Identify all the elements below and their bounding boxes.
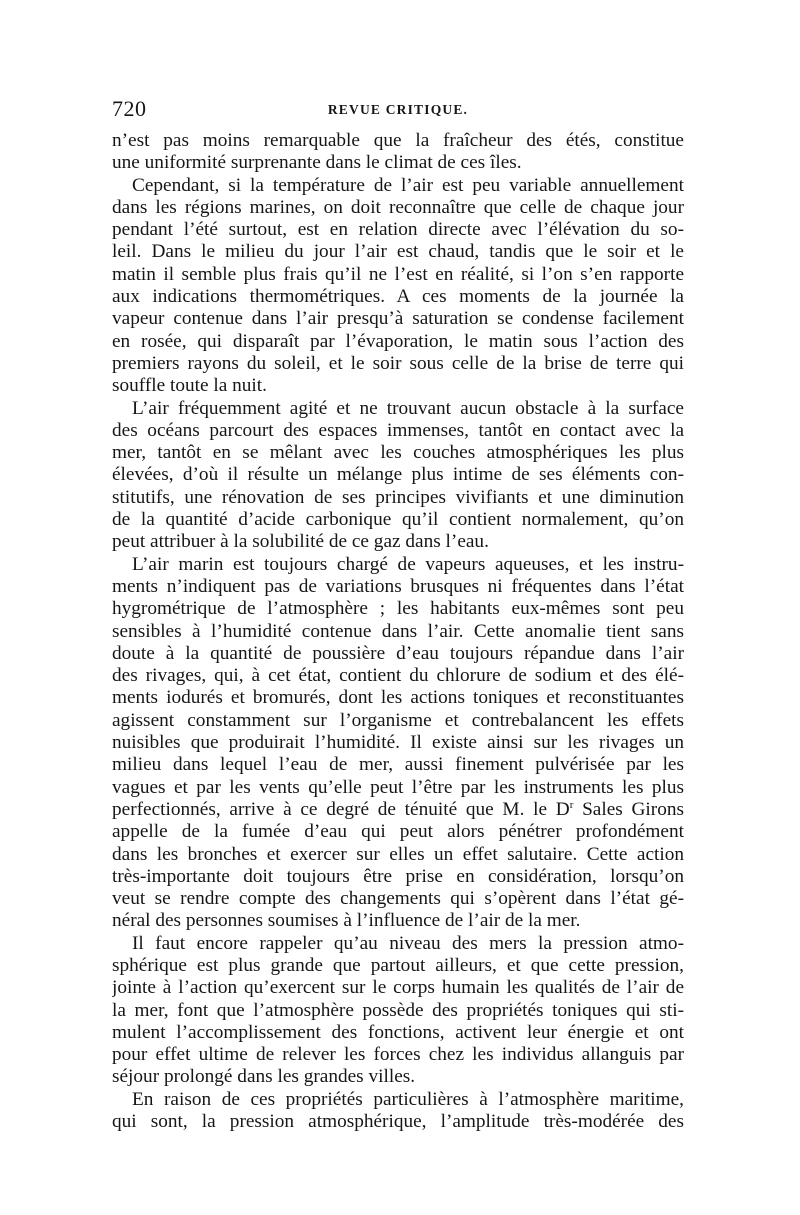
text-line: En raison de ces propriétés particulières à l’atmosphère maritime, — [132, 1088, 684, 1110]
text-line: qui sont, la pression atmosphérique, l’amplitude très-modérée des — [112, 1111, 684, 1133]
text-line: souffle toute la nuit. — [112, 375, 267, 397]
text-line: peut attribuer à la solubilité de ce gaz dans l’eau. — [112, 531, 489, 553]
text-line: matin il semble plus frais qu’il ne l’est en réalité, si l’on s’en rapporte — [112, 263, 684, 285]
text-line: une uniformité surprenante dans le climat de ces îles. — [112, 152, 522, 174]
text-line: Cependant, si la température de l’air est peu variable annuellement — [132, 174, 684, 196]
text-line: agissent constamment sur l’organisme et contrebalancent les effets — [112, 709, 684, 731]
text-line: en rosée, qui disparaît par l’évaporation, le matin sous l’action des — [112, 330, 684, 352]
text-line: élevées, d’où il résulte un mélange plus intime de ses éléments con- — [112, 464, 684, 486]
text-line: jointe à l’action qu’exercent sur le corps humain les qualités de l’air de — [112, 977, 684, 999]
text-line: des rivages, qui, à cet état, contient du chlorure de sodium et des élé- — [112, 665, 684, 687]
text-line: veut se rendre compte des changements qui s’opèrent dans l’état gé- — [112, 888, 684, 910]
document-page — [112, 96, 684, 1133]
text-line: mulent l’accomplissement des fonctions, activent leur énergie et ont — [112, 1021, 684, 1043]
text-line: L’air fréquemment agité et ne trouvant aucun obstacle à la surface — [132, 397, 684, 419]
text-line: stitutifs, une rénovation de ses principes vivifiants et une diminution — [112, 486, 684, 508]
text-line: mer, tantôt en se mêlant avec les couches atmosphériques les plus — [112, 442, 684, 464]
text-line: sphérique est plus grande que partout ailleurs, et que cette pression, — [112, 954, 684, 976]
text-line: néral des personnes soumises à l’influence de l’air de la mer. — [112, 910, 581, 932]
text-line: la mer, font que l’atmosphère possède des propriétés toniques qui sti- — [112, 999, 684, 1021]
text-line: pour effet ultime de relever les forces chez les individus allanguis par — [112, 1044, 684, 1066]
body-text — [112, 130, 684, 1133]
text-line: de la quantité d’acide carbonique qu’il contient normalement, qu’on — [112, 509, 684, 531]
text-line: ments iodurés et bromurés, dont les actions toniques et reconstituantes — [112, 687, 684, 709]
running-head: REVUE CRITIQUE. — [327, 102, 469, 117]
text-line: n’est pas moins remarquable que la fraîcheur des étés, constitue — [112, 130, 684, 151]
text-line: ments n’indiquent pas de variations brusques ni fréquentes dans l’état — [112, 575, 684, 597]
text-line: doute à la quantité de poussière d’eau toujours répandue dans l’air — [112, 642, 684, 664]
text-line: aux indications thermométriques. A ces moments de la journée la — [112, 286, 684, 308]
text-line: nuisibles que produirait l’humidité. Il existe ainsi sur les rivages un — [112, 732, 684, 754]
text-line: sensibles à l’humidité contenue dans l’air. Cette anomalie tient sans — [112, 620, 684, 642]
text-line: des océans parcourt des espaces immenses, tantôt en contact avec la — [112, 419, 684, 441]
text-line: pendant l’été surtout, est en relation directe avec l’élévation du so- — [112, 219, 684, 241]
page-number: 720 — [112, 96, 147, 121]
text-span: perfectionnés, arrive à ce degré de ténuité que M. le D — [112, 798, 570, 820]
page-header — [112, 96, 684, 130]
text-line: très-importante doit toujours être prise en considération, lorsqu’on — [112, 865, 684, 887]
text-line: milieu dans lequel l’eau de mer, aussi finement pulvérisée par les — [112, 754, 684, 776]
superscript: r — [569, 798, 574, 811]
text-line: premiers rayons du soleil, et le soir sous celle de la brise de terre qui — [112, 352, 684, 374]
text-line: L’air marin est toujours chargé de vapeurs aqueuses, et les instru- — [132, 553, 684, 575]
text-line: hygrométrique de l’atmosphère ; les habitants eux-mêmes sont peu — [112, 598, 684, 620]
text-line: leil. Dans le milieu du jour l’air est chaud, tandis que le soir et le — [112, 241, 684, 263]
text-line: Il faut encore rappeler qu’au niveau des mers la pression atmo- — [132, 932, 684, 954]
text-line — [112, 799, 684, 821]
text-line: dans les bronches et exercer sur elles un effet salutaire. Cette action — [112, 843, 684, 865]
text-line: appelle de la fumée d’eau qui peut alors pénétrer profondément — [112, 821, 684, 843]
text-line: dans les régions marines, on doit reconnaître que celle de chaque jour — [112, 196, 684, 218]
text-line: séjour prolongé dans les grandes villes. — [112, 1066, 416, 1088]
text-line: vagues et par les vents qu’elle peut l’être par les instruments les plus — [112, 776, 684, 798]
text-span: Sales Girons — [573, 798, 684, 820]
text-line: vapeur contenue dans l’air presqu’à saturation se condense facilement — [112, 308, 684, 330]
